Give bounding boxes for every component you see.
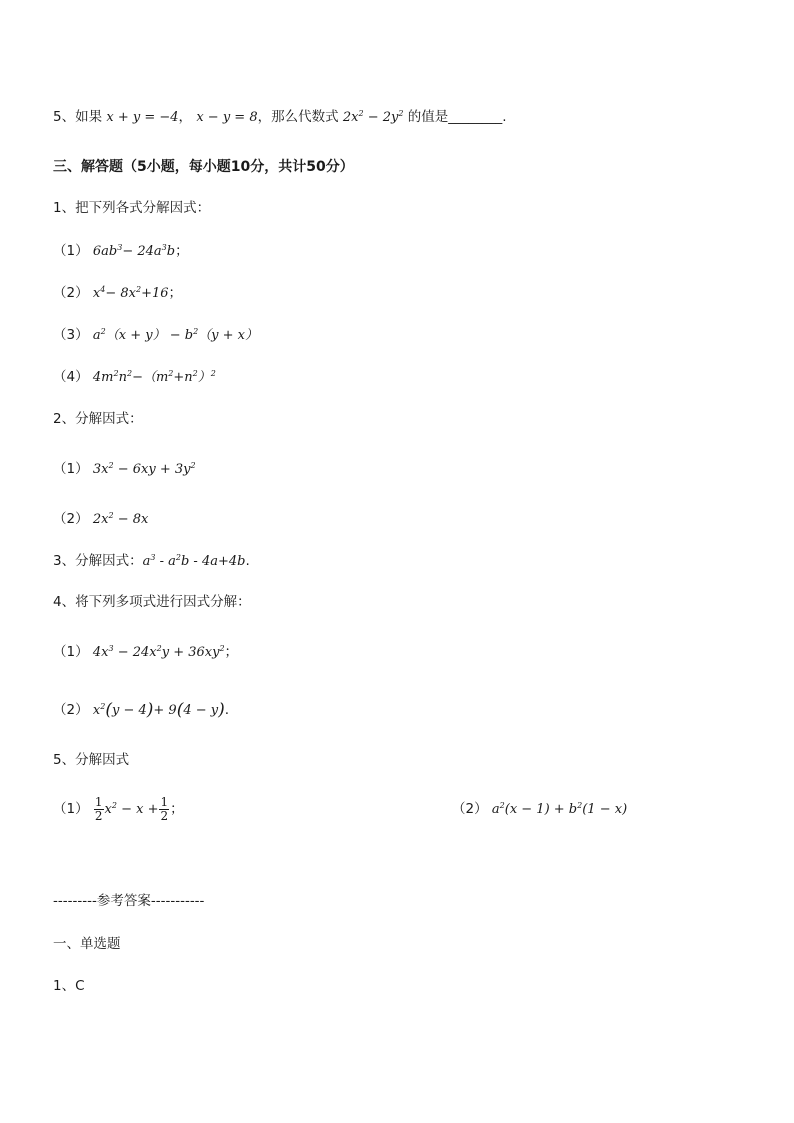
item-expression: $a^2(x - 1) + b^2(1 - x)$: [491, 801, 628, 817]
item-expression: $3x^2 - 6xy + 3y^2$: [92, 461, 196, 477]
problem-4-title: 4、将下列多项式进行因式分解：: [53, 594, 251, 610]
problem-5-title: 5、分解因式: [53, 752, 130, 768]
question-5-fill-blank: [53, 107, 507, 128]
item-label: （1）: [53, 461, 89, 477]
item-expression: $6ab^3- 24a^3b$: [92, 243, 176, 259]
problem-5-item-2: [452, 799, 627, 820]
q5-condition-1: x + y = −4: [106, 110, 179, 125]
item-label: （2）: [452, 801, 488, 817]
item-label: （2）: [53, 702, 89, 718]
problem-1-item-2: [53, 283, 182, 304]
q5-mid-text: ，那么代数式: [257, 109, 339, 125]
item-expression: $a^2(x + y) - b^2(y + x)$: [92, 327, 259, 343]
item-tail: .: [224, 702, 230, 718]
problem-4-item-2: [53, 700, 229, 721]
problem-3-prefix: 3、分解因式：: [53, 553, 143, 569]
item-label: （1）: [53, 801, 89, 817]
item-label: （3）: [53, 327, 89, 343]
answer-item-1: 1、C: [53, 978, 85, 994]
item-tail: ；: [168, 285, 182, 301]
item-expression: $2x^2 - 8x$: [92, 511, 149, 527]
problem-3-tail: .: [245, 553, 250, 569]
answer-divider: ---------参考答案-----------: [53, 893, 205, 909]
item-expression: $x^2 - x$ +: [104, 801, 159, 817]
item-tail: ；: [224, 644, 239, 660]
item-expression: $x^4- 8x^2+16$: [92, 285, 169, 301]
item-label: （1）: [53, 243, 89, 259]
problem-4-item-1: [53, 642, 238, 663]
item-label: （2）: [53, 285, 89, 301]
problem-1-item-4: [53, 367, 216, 388]
q5-separator: ，: [178, 109, 193, 125]
problem-1-item-1: [53, 241, 189, 262]
item-label: （2）: [53, 511, 89, 527]
q5-expression: $2x^2 - 2y^2$: [342, 109, 404, 125]
problem-1-title: 1、把下列各式分解因式：: [53, 200, 211, 216]
problem-3-expression: $a^3 - a^2b - 4a+4b$: [142, 553, 246, 569]
problem-2-item-1: [53, 459, 196, 480]
problem-2-title: 2、分解因式：: [53, 411, 143, 427]
item-expression: $4m^2n^2-(m^2+n^2)^2$: [92, 369, 216, 385]
fraction-one-half: $\frac{1}{2}$: [160, 794, 169, 823]
item-label: （4）: [53, 369, 89, 385]
item-expression: $4x^3 - 24x^2y + 36xy^2$: [92, 644, 225, 660]
q5-condition-2: x − y = 8: [196, 110, 258, 125]
problem-3: [53, 551, 250, 572]
fraction-one-half: $\frac{1}{2}$: [94, 794, 103, 823]
section-3-heading: 三、解答题（5小题，每小题10分，共计50分）: [53, 159, 354, 175]
item-expression: $x^2(y - 4)+ 9(4 - y)$: [92, 700, 225, 720]
item-tail: ；: [170, 801, 184, 817]
answer-section-1-heading: 一、单选题: [53, 936, 121, 952]
q5-prefix: 5、如果: [53, 109, 103, 125]
problem-1-item-3: [53, 325, 258, 346]
problem-5-item-1: [53, 792, 184, 827]
item-tail: ；: [175, 243, 189, 259]
q5-suffix: 的值是________.: [407, 109, 507, 125]
item-label: （1）: [53, 644, 89, 660]
problem-2-item-2: [53, 509, 148, 530]
